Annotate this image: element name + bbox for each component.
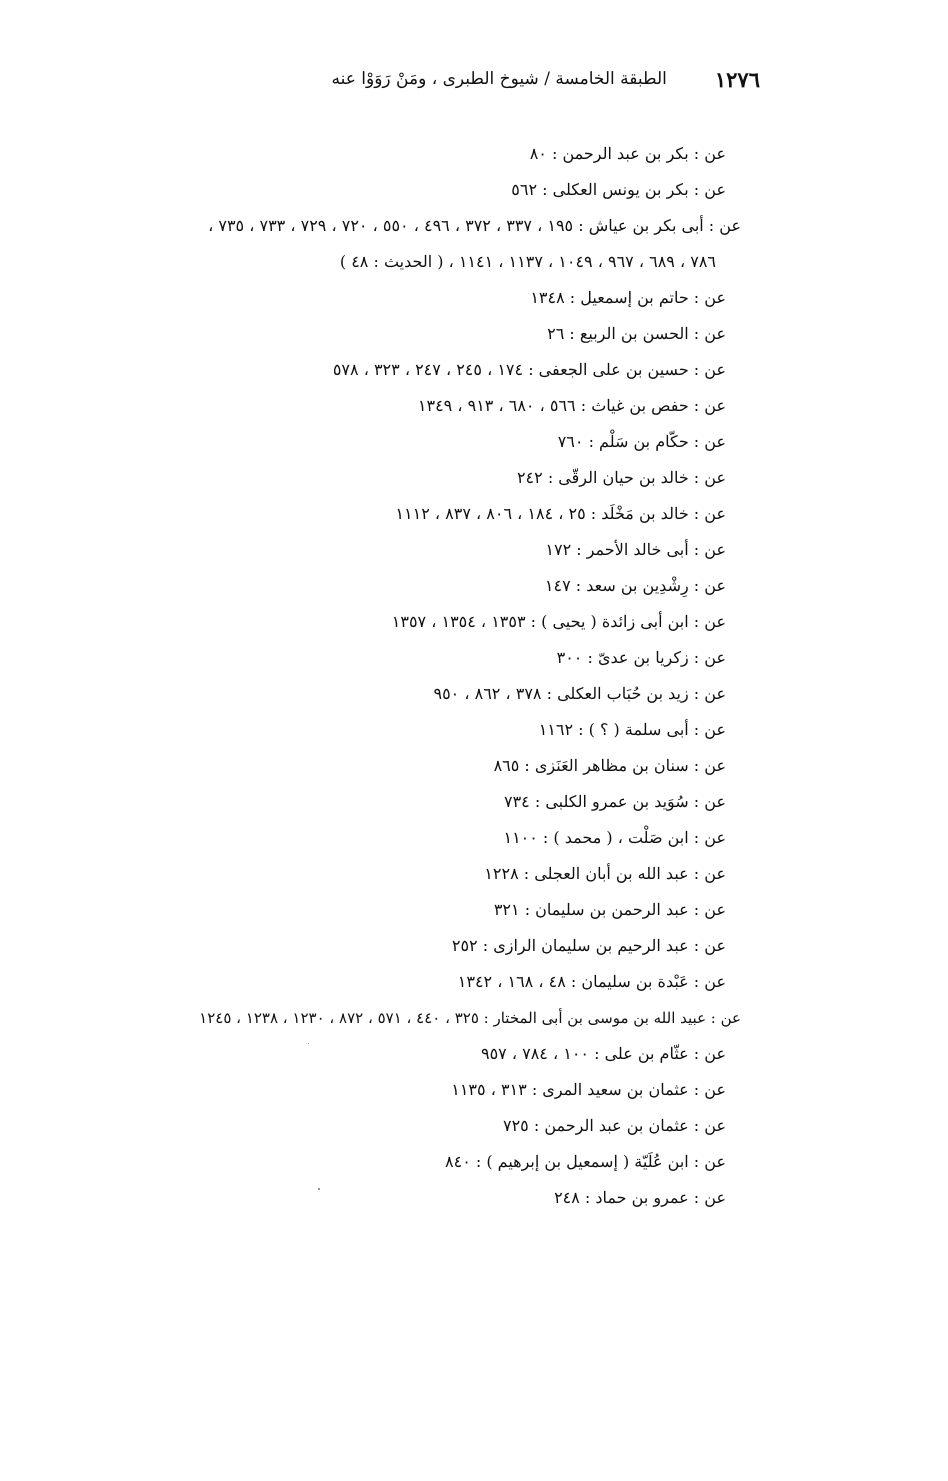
index-entry: عن : ابن أبى زائدة ( يحيى ) : ١٣٥٣ ، ١٣٥٤ ، ١٣٥٧ <box>391 612 726 631</box>
index-entry: عن : عثمان بن سعيد المرى : ٣١٣ ، ١١٣٥ <box>451 1080 726 1099</box>
index-entry: عن : عبد الله بن أبان العجلى : ١٢٢٨ <box>484 864 726 883</box>
index-entry: عن : حاتم بن إسمعيل : ١٣٤٨ <box>530 288 726 307</box>
scan-speck <box>308 1043 309 1044</box>
index-entry: عن : ابن صَلْت ، ( محمد ) : ١١٠٠ <box>503 828 726 847</box>
index-entry: عن : عمرو بن حماد : ٢٤٨ <box>554 1188 726 1207</box>
index-entry: عن : أبى خالد الأحمر : ١٧٢ <box>545 540 726 559</box>
index-entry: عن : عثّام بن على : ١٠٠ ، ٧٨٤ ، ٩٥٧ <box>480 1044 726 1063</box>
index-entry: عن : حسين بن على الجعفى : ١٧٤ ، ٢٤٥ ، ٢٤٧ ، ٣٢٣ ، ٥٧٨ <box>332 360 726 379</box>
page-number: ١٢٧٦ <box>714 66 760 92</box>
index-entry: عن : عبد الرحمن بن سليمان : ٣٢١ <box>493 900 726 919</box>
index-entry: عن : الحسن بن الربيع : ٢٦ <box>547 324 726 343</box>
index-entry: عن : خالد بن حيان الرقّى : ٢٤٢ <box>516 468 726 487</box>
index-entry: عن : حفص بن غياث : ٥٦٦ ، ٦٨٠ ، ٩١٣ ، ١٣٤٩ <box>417 396 726 415</box>
index-entry: عن : حكّام بن سَلْم : ٧٦٠ <box>557 432 726 451</box>
index-entry: عن : بكر بن يونس العكلى : ٥٦٢ <box>511 180 726 199</box>
index-entry: عن : ابن عُلَيّة ( إسمعيل بن إبرهيم ) : ٨٤٠ <box>445 1152 726 1171</box>
index-entry: عن : عَبْدة بن سليمان : ٤٨ ، ١٦٨ ، ١٣٤٢ <box>457 972 726 991</box>
index-entries <box>106 140 741 1220</box>
index-entry: عن : سُوَيد بن عمرو الكلبى : ٧٣٤ <box>503 792 726 811</box>
index-entry: عن : أبى بكر بن عياش : ١٩٥ ، ٣٣٧ ، ٣٧٢ ، ٤٩٦ ، ٥٥٠ ، ٧٢٠ ، ٧٢٩ ، ٧٣٣ ، ٧٣٥ ، <box>208 216 741 235</box>
running-title: الطبقة الخامسة / شيوخ الطبرى ، ومَنْ رَوَوْا عنه <box>331 69 667 89</box>
index-entry: عن : زيد بن حُبَاب العكلى : ٣٧٨ ، ٨٦٢ ، ٩٥٠ <box>433 684 726 703</box>
scan-speck <box>318 1188 320 1190</box>
index-entry-continuation: ٧٨٦ ، ٦٨٩ ، ٩٦٧ ، ١٠٤٩ ، ١١٣٧ ، ١١٤١ ، ( الحديث : ٤٨ ) <box>339 252 716 271</box>
index-entry: عن : رِشْدِين بن سعد : ١٤٧ <box>544 576 726 595</box>
index-entry: عن : بكر بن عبد الرحمن : ٨٠ <box>529 144 726 163</box>
index-entry: عن : عبد الرحيم بن سليمان الرازى : ٢٥٢ <box>451 936 726 955</box>
index-entry: عن : زكريا بن عدىّ : ٣٠٠ <box>556 648 726 667</box>
index-entry: عن : أبى سلمة ( ؟ ) : ١١٦٢ <box>538 720 726 739</box>
page-header <box>290 62 760 96</box>
index-entry: عن : عبيد الله بن موسى بن أبى المختار : ٣٢٥ ، ٤٤٠ ، ٥٧١ ، ٨٧٢ ، ١٢٣٠ ، ١٢٣٨ ، ١٢٤٥ <box>199 1009 741 1027</box>
index-entry: عن : عثمان بن عبد الرحمن : ٧٢٥ <box>502 1116 726 1135</box>
index-entry: عن : خالد بن مَخْلَد : ٢٥ ، ١٨٤ ، ٨٠٦ ، ٨٣٧ ، ١١١٢ <box>395 504 726 523</box>
index-entry: عن : سنان بن مظاهر العَنَزى : ٨٦٥ <box>493 756 726 775</box>
